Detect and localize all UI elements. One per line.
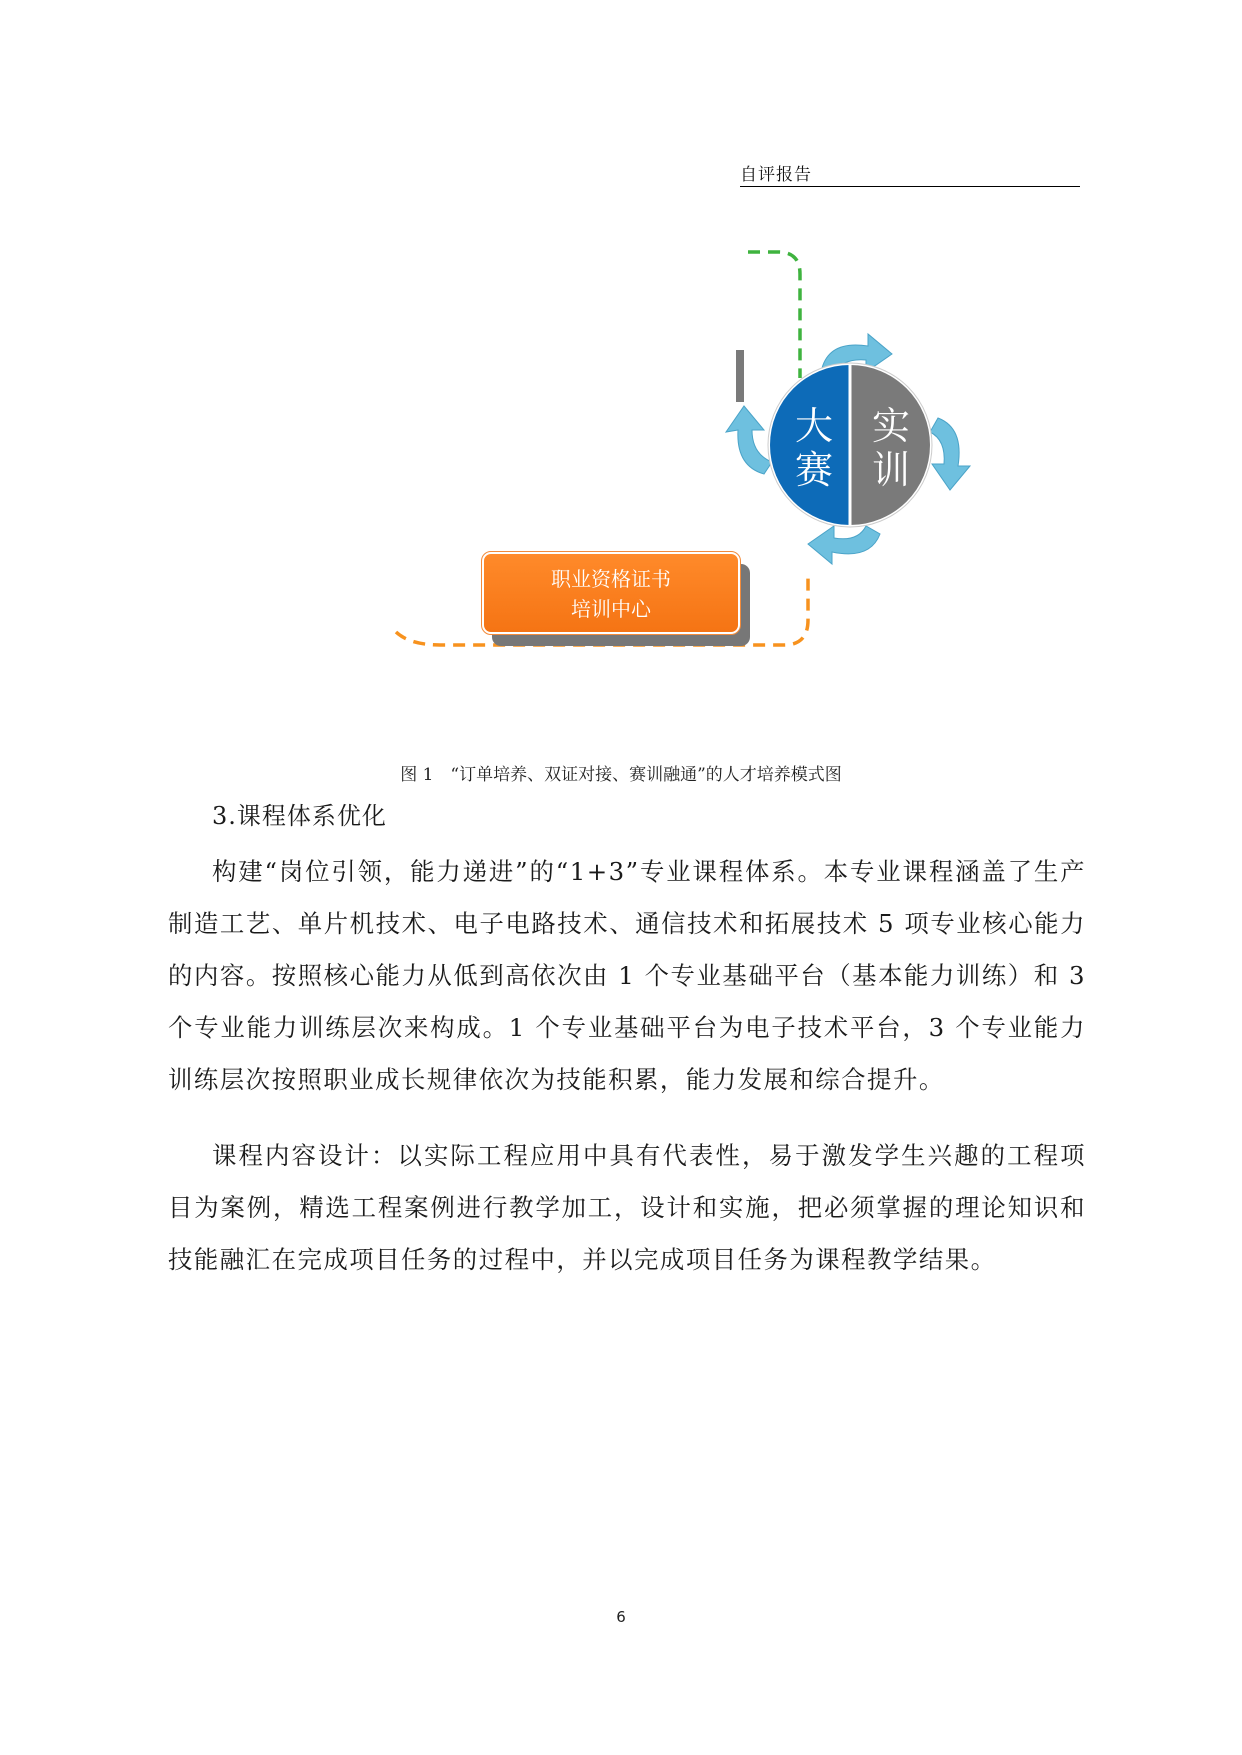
circle-right-char-1: 实 [871, 404, 910, 448]
cert-training-center-box [482, 552, 740, 634]
circle-left-char-2: 赛 [794, 448, 833, 492]
circle-right-char-2: 训 [871, 448, 910, 492]
hidden-box-edge [736, 350, 744, 402]
cert-box-line1: 职业资格证书 [551, 567, 671, 591]
circle-left-char-1: 大 [794, 404, 833, 448]
page-number: 6 [616, 1608, 626, 1626]
arrow-left [726, 406, 772, 474]
training-model-diagram [0, 0, 1242, 720]
header-title: 自评报告 [740, 165, 812, 185]
circle-left-label [789, 404, 839, 492]
circle-right-label [866, 404, 916, 492]
paragraph-course-system: 构建“岗位引领，能力递进”的“1+3”专业课程体系。本专业课程涵盖了生产制造工艺、单片机技术、电子电路技术、通信技术和拓展技术 5 项专业核心能力的内容。按照核心能力从低到高依次由 1 个专业基础平台（基本能力训练）和 3 个专业能力训练层次来构成。1 个专业基础平台为电子技术平台，3 个专业能力训练层次按照职业成长规律依次为技能积累，能力发展和综合提升。 [168, 857, 1086, 1094]
cert-box-line2: 培训中心 [571, 597, 651, 621]
arrow-right [930, 418, 970, 490]
arrow-bottom [808, 526, 880, 564]
green-dashed-connector [748, 252, 800, 378]
paragraph-course-design: 课程内容设计：以实际工程应用中具有代表性，易于激发学生兴趣的工程项目为案例，精选工程案例进行教学加工，设计和实施，把必须掌握的理论知识和技能融汇在完成项目任务的过程中，并以完成项目任务为课程教学结果。 [168, 1141, 1086, 1274]
figure-caption: 图 1 “订单培养、双证对接、赛训融通”的人才培养模式图 [400, 765, 842, 785]
section-heading: 3.课程体系优化 [212, 802, 387, 830]
